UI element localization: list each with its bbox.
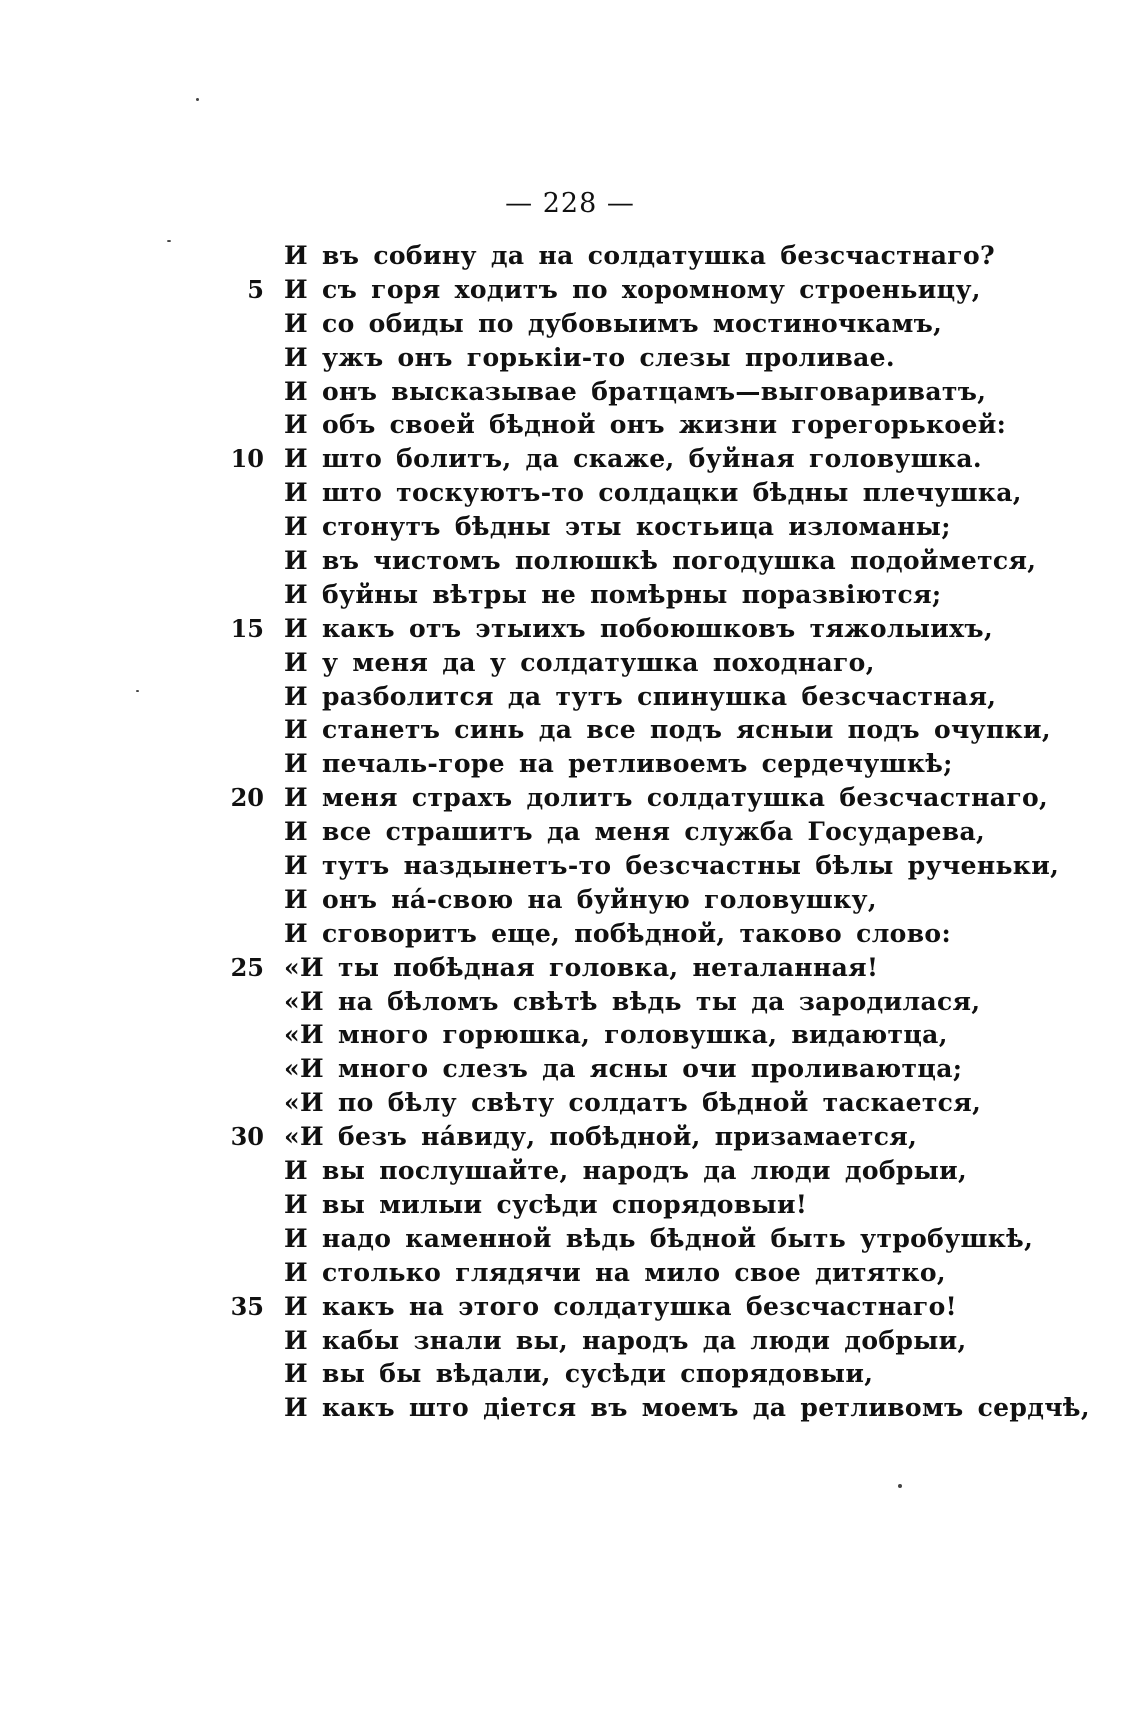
verse-line: [0, 951, 1140, 985]
verse-line: [0, 544, 1140, 578]
verse-text: И буйны вѣтры не помѣрны поразвiются;: [284, 579, 942, 609]
line-number: 20: [230, 783, 264, 813]
verse-text: «И по бѣлу свѣту солдатъ бѣдной таскается,: [284, 1088, 982, 1118]
verse-line: [0, 1154, 1140, 1188]
scan-speck: [898, 1484, 902, 1488]
verse-text: И столько глядячи на мило свое дитятко,: [284, 1257, 946, 1287]
verse-line: [0, 713, 1140, 747]
verse-text: И ужъ онъ горькiи-то слезы проливае.: [284, 342, 895, 372]
line-number: 35: [230, 1291, 264, 1321]
verse-block: [0, 239, 1140, 1425]
verse-line: [0, 442, 1140, 476]
verse-text: И онъ высказывае братцамъ—выговариватъ,: [284, 376, 987, 406]
verse-text: И объ своей бѣдной онъ жизни горегорькоей:: [284, 410, 1007, 440]
verse-line: [0, 1086, 1140, 1120]
verse-text: И тутъ наздынетъ-то безсчастны бѣлы рученьки,: [284, 851, 1060, 881]
verse-line: [0, 1052, 1140, 1086]
verse-text: И все страшитъ да меня служба Государева,: [284, 817, 986, 847]
verse-line: [0, 815, 1140, 849]
verse-text: И печаль-горе на ретливоемъ сердечушкѣ;: [284, 749, 953, 779]
line-number: 25: [230, 952, 264, 982]
scan-speck: [167, 240, 171, 242]
verse-text: И вы послушайте, народъ да люди добрыи,: [284, 1156, 968, 1186]
verse-line: [0, 1391, 1140, 1425]
verse-line: [0, 408, 1140, 442]
verse-text: И кабы знали вы, народъ да люди добрыи,: [284, 1325, 967, 1355]
verse-line: [0, 1188, 1140, 1222]
scan-speck: [136, 690, 139, 692]
verse-line: [0, 375, 1140, 409]
verse-line: [0, 781, 1140, 815]
verse-line: [0, 612, 1140, 646]
verse-line: [0, 883, 1140, 917]
verse-text: И въ чистомъ полюшкѣ погодушка подоймется,: [284, 546, 1037, 576]
verse-line: [0, 985, 1140, 1019]
verse-text: «И много горюшка, головушка, видаютца,: [284, 1020, 948, 1050]
verse-text: И разболится да тутъ спинушка безсчастная,: [284, 681, 997, 711]
verse-text: И вы милыи сусѣди спорядовыи!: [284, 1189, 808, 1219]
verse-text: И какъ на этого солдатушка безсчастнаго!: [284, 1291, 957, 1321]
verse-text: И у меня да у солдатушка походнаго,: [284, 647, 875, 677]
verse-text: И сговоритъ еще, побѣдной, таково слово:: [284, 918, 952, 948]
verse-text: И надо каменной вѣдь бѣдной быть утробушкѣ,: [284, 1223, 1034, 1253]
verse-line: [0, 1120, 1140, 1154]
verse-text: И въ собину да на солдатушка безсчастнаго?: [284, 241, 995, 270]
verse-line: [0, 578, 1140, 612]
verse-line: [0, 1357, 1140, 1391]
verse-line: [0, 680, 1140, 714]
verse-line: [0, 307, 1140, 341]
line-number: 15: [230, 613, 264, 643]
line-number: 30: [230, 1122, 264, 1152]
verse-line: [0, 1324, 1140, 1358]
scan-speck: [196, 98, 199, 101]
verse-text: И какъ што дiется въ моемъ да ретливомъ сердчѣ,: [284, 1393, 1090, 1423]
verse-text: И съ горя ходитъ по хоромному строеньицу,: [284, 274, 981, 304]
verse-text: И што болитъ, да скаже, буйная головушка.: [284, 444, 982, 474]
line-number: 5: [247, 274, 264, 304]
verse-text: И станетъ синь да все подъ ясныи подъ очупки,: [284, 715, 1051, 745]
verse-line: [0, 510, 1140, 544]
verse-text: И што тоскуютъ-то солдацки бѣдны плечушка,: [284, 478, 1022, 508]
verse-text: «И на бѣломъ свѣтѣ вѣдь ты да зародилася,: [284, 986, 981, 1016]
verse-text: «И много слезъ да ясны очи проливаютца;: [284, 1054, 963, 1084]
verse-line: [0, 747, 1140, 781]
verse-line: [0, 1256, 1140, 1290]
verse-text: И вы бы вѣдали, сусѣди спорядовыи,: [284, 1359, 874, 1389]
verse-line: [0, 849, 1140, 883]
verse-line: [0, 1290, 1140, 1324]
verse-text: И со обиды по дубовыимъ мостиночкамъ,: [284, 308, 943, 338]
verse-text: И онъ на́-свою на буйную головушку,: [284, 884, 877, 914]
verse-line: [0, 476, 1140, 510]
verse-line: [0, 1222, 1140, 1256]
verse-line: [0, 239, 1140, 273]
verse-line: [0, 917, 1140, 951]
verse-text: «И безъ на́виду, побѣдной, призамается,: [284, 1122, 918, 1152]
verse-text: «И ты побѣдная головка, неталанная!: [284, 952, 879, 982]
verse-line: [0, 273, 1140, 307]
verse-line: [0, 341, 1140, 375]
verse-text: И стонутъ бѣдны эты костьица изломаны;: [284, 512, 951, 542]
line-number: 10: [230, 444, 264, 474]
verse-text: И какъ отъ этыихъ побоюшковъ тяжолыихъ,: [284, 613, 994, 643]
verse-text: И меня страхъ долитъ солдатушка безсчастнаго,: [284, 783, 1049, 813]
page-number: — 228 —: [505, 188, 635, 219]
verse-line: [0, 1018, 1140, 1052]
verse-line: [0, 646, 1140, 680]
